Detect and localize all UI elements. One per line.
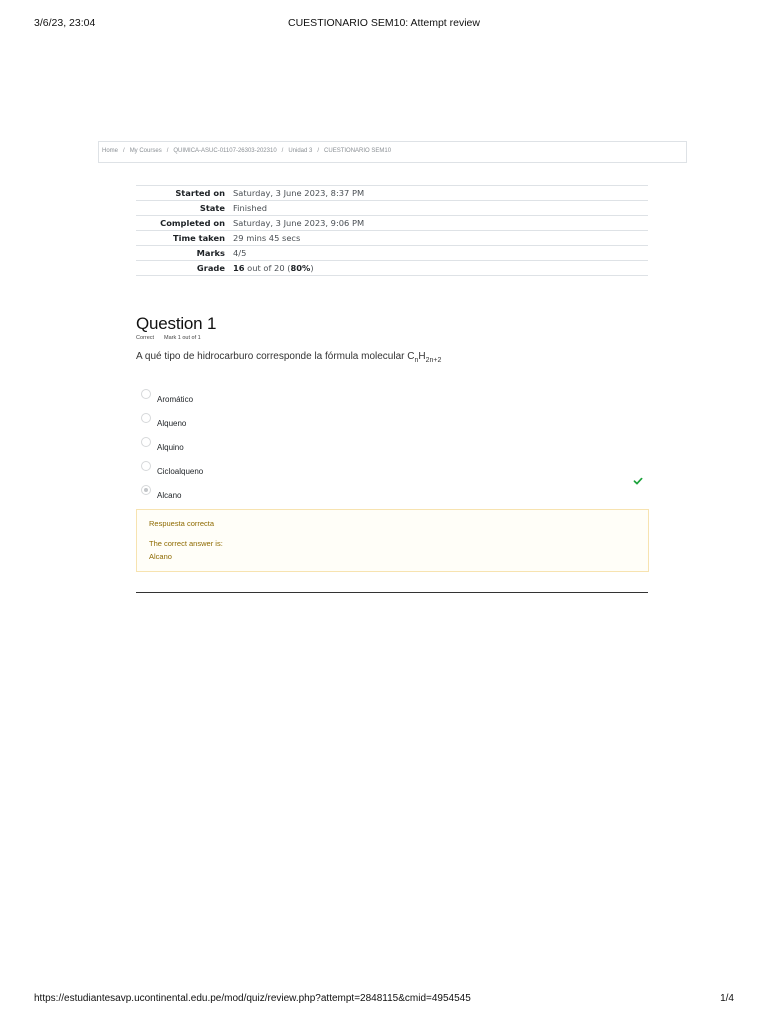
radio-button-selected[interactable] [141, 485, 151, 495]
grade-close: ) [310, 263, 314, 273]
answer-label: Alcano [157, 491, 182, 500]
general-feedback: Respuesta correcta [149, 519, 215, 528]
right-answer [149, 537, 636, 563]
print-url: https://estudiantesavp.ucontinental.edu.pe/mod/quiz/review.php?attempt=2848115&cmid=4954545 [34, 993, 471, 1004]
check-icon [633, 476, 643, 486]
radio-button[interactable] [141, 413, 151, 423]
summary-row-marks [136, 246, 648, 261]
print-date: 3/6/23, 23:04 [34, 17, 96, 29]
breadcrumb-home[interactable]: Home [102, 148, 119, 154]
right-answer-value: Alcano [149, 552, 172, 561]
summary-label: Completed on [136, 216, 229, 231]
question-mark: Mark 1 out of 1 [164, 335, 201, 341]
summary-row-completed-on [136, 216, 648, 231]
right-answer-intro: The correct answer is: [149, 539, 223, 548]
breadcrumb-separator: / [166, 148, 169, 154]
print-page-number: 1/4 [720, 993, 734, 1004]
answer-option-aromatico [141, 389, 649, 413]
summary-row-grade [136, 261, 648, 276]
radio-button[interactable] [141, 389, 151, 399]
grade-percent: 80% [290, 263, 311, 273]
answer-label: Aromático [157, 395, 194, 404]
grade-out-of: out of 20 ( [244, 263, 291, 273]
answer-label: Alqueno [157, 419, 187, 428]
breadcrumb-separator: / [123, 148, 125, 154]
answer-option-alquino [141, 437, 649, 461]
question-text [136, 351, 648, 364]
breadcrumb-unit[interactable]: Unidad 3 [288, 148, 313, 154]
summary-value: Saturday, 3 June 2023, 9:06 PM [229, 216, 648, 231]
summary-row-time-taken [136, 231, 648, 246]
breadcrumb-quiz[interactable]: CUESTIONARIO SEM10 [324, 148, 392, 154]
summary-label: Started on [136, 186, 229, 201]
summary-value: Finished [229, 201, 648, 216]
question-text-main: A qué tipo de hidrocarburo corresponde la fórmula molecular C [136, 351, 415, 362]
summary-value-grade [229, 261, 648, 276]
question-title: Question 1 [136, 314, 217, 333]
breadcrumb-separator: / [281, 148, 284, 154]
section-divider [136, 592, 648, 593]
question-feedback [136, 509, 649, 572]
breadcrumb-separator: / [317, 148, 320, 154]
grade-score: 16 [233, 263, 245, 273]
summary-label: Marks [136, 246, 229, 261]
summary-value: Saturday, 3 June 2023, 8:37 PM [229, 186, 648, 201]
formula-subscript-2n2: 2n+2 [425, 357, 442, 364]
print-header [34, 17, 734, 31]
print-footer [34, 993, 734, 1007]
answer-option-cicloalqueno [141, 461, 649, 485]
formula-hydrogen: H [418, 351, 426, 362]
print-document-title: CUESTIONARIO SEM10: Attempt review [288, 17, 480, 29]
formula-subscript-n: n [414, 357, 419, 364]
summary-row-started-on [136, 186, 648, 201]
answer-option-alcano [141, 485, 649, 509]
summary-label: State [136, 201, 229, 216]
radio-button[interactable] [141, 437, 151, 447]
breadcrumb-my-courses[interactable]: My Courses [129, 148, 162, 154]
radio-button[interactable] [141, 461, 151, 471]
question-block [136, 314, 648, 364]
summary-row-state [136, 201, 648, 216]
summary-label: Time taken [136, 231, 229, 246]
summary-value: 29 mins 45 secs [229, 231, 648, 246]
answer-options [141, 389, 649, 509]
breadcrumb [98, 141, 687, 163]
answer-label: Cicloalqueno [157, 467, 204, 476]
answer-option-alqueno [141, 413, 649, 437]
question-status: Correct [136, 335, 155, 341]
summary-value: 4/5 [229, 246, 648, 261]
breadcrumb-course[interactable]: QUIMICA-ASUC-01107-26303-202310 [173, 148, 277, 154]
question-info [136, 335, 648, 341]
attempt-summary-table [136, 185, 648, 276]
summary-label: Grade [136, 261, 229, 276]
answer-label: Alquino [157, 443, 184, 452]
